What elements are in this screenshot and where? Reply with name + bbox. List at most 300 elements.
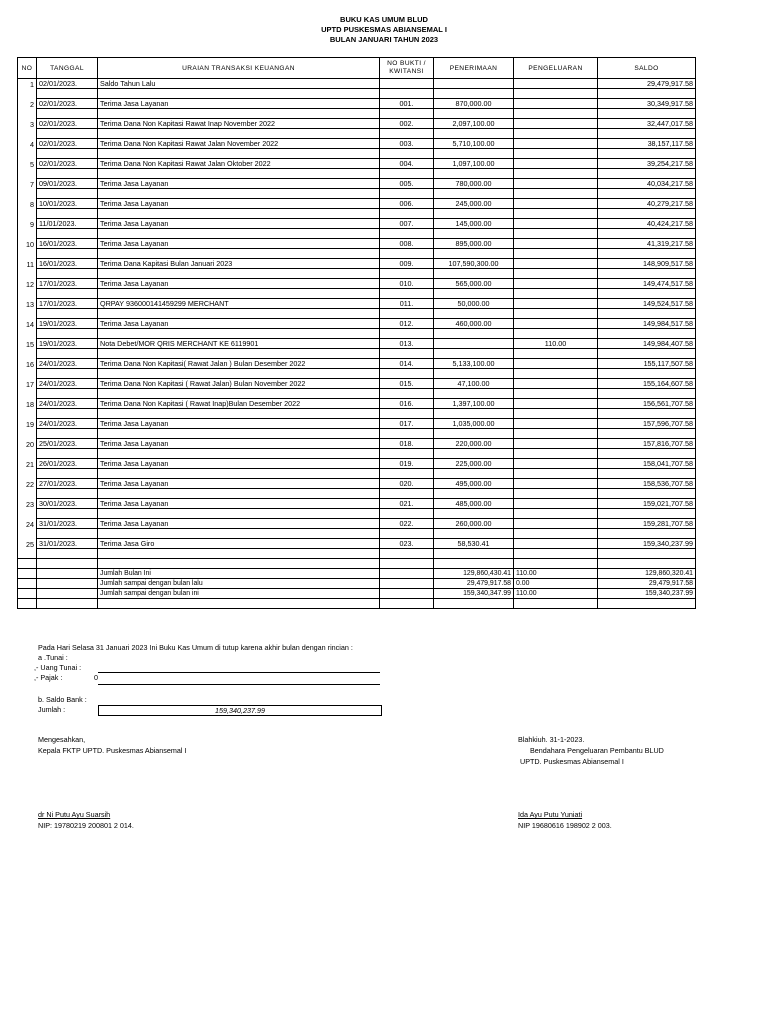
col-header-bukti bbox=[380, 58, 434, 79]
summary-empty-cell bbox=[18, 589, 37, 599]
jumlah-value: 159,340,237.99 bbox=[215, 706, 265, 715]
cell-saldo: 159,340,237.99 bbox=[598, 539, 696, 549]
summary-blank-row bbox=[18, 559, 696, 569]
spacer-cell bbox=[434, 209, 514, 219]
cell-penerimaan: 5,710,100.00 bbox=[434, 139, 514, 149]
spacer-cell bbox=[37, 229, 98, 239]
summary-blank-cell bbox=[18, 559, 37, 569]
cell-uraian: QRPAY 936000141459299 MERCHANT bbox=[98, 299, 380, 309]
cell-saldo: 148,909,517.58 bbox=[598, 259, 696, 269]
cell-uraian: Saldo Tahun Lalu bbox=[98, 79, 380, 89]
cell-uraian: Terima Dana Non Kapitasi Rawat Inap November 2022 bbox=[98, 119, 380, 129]
spacer-cell bbox=[37, 129, 98, 139]
cell-pengeluaran bbox=[514, 439, 598, 449]
summary-pengeluaran: 0.00 bbox=[514, 579, 598, 589]
cell-bukti: 018. bbox=[380, 439, 434, 449]
spacer-cell bbox=[98, 229, 380, 239]
cell-saldo: 149,474,517.58 bbox=[598, 279, 696, 289]
cell-penerimaan: 565,000.00 bbox=[434, 279, 514, 289]
table-row bbox=[18, 439, 696, 449]
spacer-cell bbox=[380, 269, 434, 279]
spacer-cell bbox=[380, 409, 434, 419]
cell-tanggal: 24/01/2023. bbox=[37, 379, 98, 389]
spacer-cell bbox=[514, 529, 598, 539]
spacer-cell bbox=[380, 309, 434, 319]
cell-uraian: Nota Debet/MOR QRIS MERCHANT KE 6119901 bbox=[98, 339, 380, 349]
cell-uraian: Terima Jasa Giro bbox=[98, 539, 380, 549]
cell-bukti: 001. bbox=[380, 99, 434, 109]
summary-label: Jumlah Bulan Ini bbox=[98, 569, 380, 579]
cell-pengeluaran bbox=[514, 459, 598, 469]
pajak-value: 0 bbox=[94, 673, 98, 682]
spacer-cell bbox=[434, 189, 514, 199]
cell-tanggal: 17/01/2023. bbox=[37, 279, 98, 289]
summary-body bbox=[18, 559, 696, 609]
table-row-spacer bbox=[18, 89, 696, 99]
spacer-cell bbox=[598, 189, 696, 199]
cell-penerimaan: 220,000.00 bbox=[434, 439, 514, 449]
cell-pengeluaran bbox=[514, 219, 598, 229]
cell-saldo: 39,254,217.58 bbox=[598, 159, 696, 169]
cell-no: 23 bbox=[18, 499, 37, 509]
cell-no: 4 bbox=[18, 139, 37, 149]
table-row bbox=[18, 399, 696, 409]
spacer-cell bbox=[514, 309, 598, 319]
summary-blank-cell bbox=[434, 599, 514, 609]
table-row bbox=[18, 79, 696, 89]
spacer-cell bbox=[18, 309, 37, 319]
cell-pengeluaran bbox=[514, 379, 598, 389]
spacer-cell bbox=[514, 149, 598, 159]
summary-label: Jumlah sampai dengan bulan ini bbox=[98, 589, 380, 599]
spacer-cell bbox=[37, 169, 98, 179]
table-row-spacer bbox=[18, 269, 696, 279]
cell-no: 18 bbox=[18, 399, 37, 409]
spacer-cell bbox=[37, 189, 98, 199]
uang-tunai-underline bbox=[98, 672, 380, 673]
spacer-cell bbox=[434, 309, 514, 319]
spacer-cell bbox=[514, 449, 598, 459]
sign-right-name: Ida Ayu Putu Yuniati bbox=[518, 810, 583, 819]
cell-no: 20 bbox=[18, 439, 37, 449]
cell-bukti: 008. bbox=[380, 239, 434, 249]
table-row-spacer bbox=[18, 349, 696, 359]
spacer-cell bbox=[18, 529, 37, 539]
spacer-cell bbox=[598, 469, 696, 479]
spacer-cell bbox=[598, 449, 696, 459]
spacer-cell bbox=[598, 109, 696, 119]
spacer-cell bbox=[98, 489, 380, 499]
cell-uraian: Terima Jasa Layanan bbox=[98, 479, 380, 489]
cell-bukti: 005. bbox=[380, 179, 434, 189]
cell-tanggal: 16/01/2023. bbox=[37, 259, 98, 269]
cell-bukti: 013. bbox=[380, 339, 434, 349]
spacer-cell bbox=[514, 409, 598, 419]
cell-saldo: 155,164,607.58 bbox=[598, 379, 696, 389]
cell-uraian: Terima Jasa Layanan bbox=[98, 279, 380, 289]
cell-tanggal: 26/01/2023. bbox=[37, 459, 98, 469]
cell-penerimaan: 495,000.00 bbox=[434, 479, 514, 489]
cell-pengeluaran bbox=[514, 519, 598, 529]
cell-uraian: Terima Jasa Layanan bbox=[98, 199, 380, 209]
cell-bukti: 012. bbox=[380, 319, 434, 329]
table-row-spacer bbox=[18, 229, 696, 239]
spacer-cell bbox=[434, 369, 514, 379]
spacer-cell bbox=[514, 229, 598, 239]
cell-pengeluaran bbox=[514, 319, 598, 329]
spacer-cell bbox=[598, 529, 696, 539]
spacer-cell bbox=[434, 129, 514, 139]
spacer-cell bbox=[18, 229, 37, 239]
sign-left-title: Kepala FKTP UPTD. Puskesmas Abiansemal I bbox=[38, 746, 187, 755]
pajak-underline bbox=[98, 684, 380, 685]
spacer-cell bbox=[380, 489, 434, 499]
cell-pengeluaran bbox=[514, 359, 598, 369]
cell-uraian: Terima Jasa Layanan bbox=[98, 99, 380, 109]
spacer-cell bbox=[598, 289, 696, 299]
spacer-cell bbox=[380, 109, 434, 119]
document-title: BUKU KAS UMUM BLUD bbox=[340, 15, 428, 24]
cell-uraian: Terima Jasa Layanan bbox=[98, 459, 380, 469]
uang-tunai-label: ,- Uang Tunai : bbox=[34, 663, 82, 672]
document-subtitle-org: UPTD PUSKESMAS ABIANSEMAL I bbox=[321, 25, 447, 34]
spacer-cell bbox=[598, 149, 696, 159]
sign-left-approve: Mengesahkan, bbox=[38, 735, 86, 744]
cell-penerimaan: 107,590,300.00 bbox=[434, 259, 514, 269]
spacer-cell bbox=[98, 129, 380, 139]
spacer-cell bbox=[514, 549, 598, 559]
spacer-cell bbox=[514, 109, 598, 119]
cell-penerimaan: 50,000.00 bbox=[434, 299, 514, 309]
col-header-pengeluaran: PENGELUARAN bbox=[514, 58, 598, 79]
spacer-cell bbox=[37, 389, 98, 399]
cell-no: 1 bbox=[18, 79, 37, 89]
spacer-cell bbox=[98, 369, 380, 379]
cell-bukti: 011. bbox=[380, 299, 434, 309]
cell-no: 3 bbox=[18, 119, 37, 129]
cell-pengeluaran bbox=[514, 419, 598, 429]
spacer-cell bbox=[434, 489, 514, 499]
spacer-cell bbox=[434, 229, 514, 239]
cell-penerimaan: 225,000.00 bbox=[434, 459, 514, 469]
cell-no: 9 bbox=[18, 219, 37, 229]
spacer-cell bbox=[37, 549, 98, 559]
summary-blank-cell bbox=[37, 599, 98, 609]
spacer-cell bbox=[37, 509, 98, 519]
spacer-cell bbox=[18, 409, 37, 419]
spacer-cell bbox=[434, 429, 514, 439]
sign-right-nip: NIP 19680616 198902 2 003. bbox=[518, 821, 612, 830]
cell-no: 15 bbox=[18, 339, 37, 349]
spacer-cell bbox=[434, 269, 514, 279]
spacer-cell bbox=[18, 369, 37, 379]
table-row bbox=[18, 99, 696, 109]
spacer-cell bbox=[598, 409, 696, 419]
cell-uraian: Terima Dana Non Kapitasi ( Rawat Jalan) Bulan November 2022 bbox=[98, 379, 380, 389]
summary-blank-cell bbox=[514, 559, 598, 569]
cell-uraian: Terima Jasa Layanan bbox=[98, 499, 380, 509]
sign-right-org: UPTD. Puskesmas Abiansemal I bbox=[520, 757, 624, 766]
summary-empty-cell bbox=[37, 579, 98, 589]
saldo-bank-label: b. Saldo Bank : bbox=[38, 695, 87, 704]
spacer-cell bbox=[18, 189, 37, 199]
cell-saldo: 149,984,517.58 bbox=[598, 319, 696, 329]
col-header-bukti-line2: KWITANSI bbox=[389, 68, 424, 75]
spacer-cell bbox=[98, 109, 380, 119]
table-row-spacer bbox=[18, 329, 696, 339]
cell-penerimaan: 1,035,000.00 bbox=[434, 419, 514, 429]
cell-pengeluaran bbox=[514, 79, 598, 89]
cell-uraian: Terima Jasa Layanan bbox=[98, 419, 380, 429]
cash-ledger-table bbox=[17, 57, 696, 609]
spacer-cell bbox=[514, 509, 598, 519]
cell-saldo: 159,021,707.58 bbox=[598, 499, 696, 509]
spacer-cell bbox=[380, 329, 434, 339]
cell-saldo: 158,041,707.58 bbox=[598, 459, 696, 469]
cell-pengeluaran bbox=[514, 479, 598, 489]
cell-tanggal: 02/01/2023. bbox=[37, 99, 98, 109]
cell-no: 17 bbox=[18, 379, 37, 389]
cell-uraian: Terima Dana Non Kapitasi ( Rawat Inap)Bulan Desember 2022 bbox=[98, 399, 380, 409]
tunai-label: a .Tunai : bbox=[38, 653, 68, 662]
spacer-cell bbox=[98, 249, 380, 259]
cell-penerimaan: 47,100.00 bbox=[434, 379, 514, 389]
spacer-cell bbox=[380, 229, 434, 239]
spacer-cell bbox=[434, 89, 514, 99]
spacer-cell bbox=[18, 449, 37, 459]
summary-saldo: 29,479,917.58 bbox=[598, 579, 696, 589]
cell-saldo: 149,984,407.58 bbox=[598, 339, 696, 349]
spacer-cell bbox=[434, 449, 514, 459]
cell-saldo: 155,117,507.58 bbox=[598, 359, 696, 369]
spacer-cell bbox=[434, 469, 514, 479]
spacer-cell bbox=[98, 509, 380, 519]
cell-pengeluaran bbox=[514, 299, 598, 309]
summary-blank-cell bbox=[18, 599, 37, 609]
spacer-cell bbox=[380, 209, 434, 219]
document-subtitle-period: BULAN JANUARI TAHUN 2023 bbox=[329, 35, 439, 44]
cell-saldo: 157,596,707.58 bbox=[598, 419, 696, 429]
cell-no: 5 bbox=[18, 159, 37, 169]
spacer-cell bbox=[380, 289, 434, 299]
summary-pengeluaran: 110.00 bbox=[514, 569, 598, 579]
cell-tanggal: 24/01/2023. bbox=[37, 359, 98, 369]
summary-blank-cell bbox=[380, 559, 434, 569]
spacer-cell bbox=[380, 389, 434, 399]
summary-blank-row bbox=[18, 599, 696, 609]
cell-pengeluaran bbox=[514, 259, 598, 269]
cell-pengeluaran bbox=[514, 539, 598, 549]
cell-tanggal: 11/01/2023. bbox=[37, 219, 98, 229]
cell-no: 12 bbox=[18, 279, 37, 289]
spacer-cell bbox=[598, 169, 696, 179]
cell-penerimaan: 5,133,100.00 bbox=[434, 359, 514, 369]
spacer-cell bbox=[598, 329, 696, 339]
cell-bukti: 020. bbox=[380, 479, 434, 489]
table-row bbox=[18, 299, 696, 309]
spacer-cell bbox=[514, 249, 598, 259]
spacer-cell bbox=[434, 409, 514, 419]
cell-penerimaan bbox=[434, 339, 514, 349]
cell-saldo: 158,536,707.58 bbox=[598, 479, 696, 489]
table-row bbox=[18, 539, 696, 549]
cell-tanggal: 24/01/2023. bbox=[37, 419, 98, 429]
cell-penerimaan: 1,397,100.00 bbox=[434, 399, 514, 409]
spacer-cell bbox=[434, 329, 514, 339]
cell-no: 14 bbox=[18, 319, 37, 329]
spacer-cell bbox=[514, 89, 598, 99]
spacer-cell bbox=[98, 429, 380, 439]
col-header-uraian: URAIAN TRANSAKSI KEUANGAN bbox=[98, 58, 380, 79]
spacer-cell bbox=[380, 249, 434, 259]
cell-no: 21 bbox=[18, 459, 37, 469]
cell-penerimaan: 1,097,100.00 bbox=[434, 159, 514, 169]
spacer-cell bbox=[514, 469, 598, 479]
table-row bbox=[18, 459, 696, 469]
cell-bukti: 009. bbox=[380, 259, 434, 269]
spacer-cell bbox=[98, 389, 380, 399]
spacer-cell bbox=[514, 429, 598, 439]
spacer-cell bbox=[98, 89, 380, 99]
spacer-cell bbox=[18, 289, 37, 299]
spacer-cell bbox=[598, 309, 696, 319]
table-row-spacer bbox=[18, 389, 696, 399]
spacer-cell bbox=[98, 269, 380, 279]
cell-bukti: 019. bbox=[380, 459, 434, 469]
cell-pengeluaran bbox=[514, 239, 598, 249]
cell-tanggal: 17/01/2023. bbox=[37, 299, 98, 309]
spacer-cell bbox=[37, 529, 98, 539]
summary-blank-cell bbox=[434, 559, 514, 569]
table-row-spacer bbox=[18, 509, 696, 519]
spacer-cell bbox=[37, 489, 98, 499]
spacer-cell bbox=[37, 329, 98, 339]
spacer-cell bbox=[18, 489, 37, 499]
spacer-cell bbox=[37, 449, 98, 459]
spacer-cell bbox=[18, 389, 37, 399]
summary-blank-cell bbox=[598, 559, 696, 569]
cell-penerimaan: 895,000.00 bbox=[434, 239, 514, 249]
table-row-spacer bbox=[18, 209, 696, 219]
table-row bbox=[18, 479, 696, 489]
summary-empty-cell bbox=[18, 579, 37, 589]
table-row-spacer bbox=[18, 369, 696, 379]
spacer-cell bbox=[37, 309, 98, 319]
table-row bbox=[18, 179, 696, 189]
spacer-cell bbox=[514, 349, 598, 359]
spacer-cell bbox=[514, 369, 598, 379]
sign-right-place-date: Blahkiuh. 31-1-2023. bbox=[518, 735, 585, 744]
spacer-cell bbox=[18, 329, 37, 339]
cell-bukti: 002. bbox=[380, 119, 434, 129]
cell-bukti: 007. bbox=[380, 219, 434, 229]
summary-empty-cell bbox=[380, 589, 434, 599]
cell-no: 24 bbox=[18, 519, 37, 529]
cell-bukti: 004. bbox=[380, 159, 434, 169]
spacer-cell bbox=[434, 509, 514, 519]
spacer-cell bbox=[598, 489, 696, 499]
spacer-cell bbox=[18, 109, 37, 119]
cell-bukti: 006. bbox=[380, 199, 434, 209]
table-row-spacer bbox=[18, 429, 696, 439]
table-row bbox=[18, 219, 696, 229]
table-row-spacer bbox=[18, 449, 696, 459]
cell-bukti: 016. bbox=[380, 399, 434, 409]
summary-empty-cell bbox=[380, 579, 434, 589]
spacer-cell bbox=[598, 509, 696, 519]
spacer-cell bbox=[598, 369, 696, 379]
table-row bbox=[18, 499, 696, 509]
table-row bbox=[18, 159, 696, 169]
spacer-cell bbox=[514, 209, 598, 219]
cell-tanggal: 27/01/2023. bbox=[37, 479, 98, 489]
cell-pengeluaran bbox=[514, 199, 598, 209]
table-row-spacer bbox=[18, 249, 696, 259]
spacer-cell bbox=[514, 329, 598, 339]
summary-blank-cell bbox=[98, 599, 380, 609]
cell-bukti: 022. bbox=[380, 519, 434, 529]
cell-bukti: 015. bbox=[380, 379, 434, 389]
cell-uraian: Terima Jasa Layanan bbox=[98, 439, 380, 449]
spacer-cell bbox=[98, 189, 380, 199]
cell-penerimaan bbox=[434, 79, 514, 89]
cell-bukti: 014. bbox=[380, 359, 434, 369]
spacer-cell bbox=[98, 469, 380, 479]
pajak-label: ,- Pajak : bbox=[34, 673, 63, 682]
cell-tanggal: 02/01/2023. bbox=[37, 139, 98, 149]
cell-tanggal: 02/01/2023. bbox=[37, 119, 98, 129]
spacer-cell bbox=[380, 529, 434, 539]
spacer-cell bbox=[434, 549, 514, 559]
cell-penerimaan: 485,000.00 bbox=[434, 499, 514, 509]
cell-tanggal: 02/01/2023. bbox=[37, 159, 98, 169]
spacer-cell bbox=[380, 149, 434, 159]
cell-uraian: Terima Dana Non Kapitasi Rawat Jalan Oktober 2022 bbox=[98, 159, 380, 169]
spacer-cell bbox=[380, 349, 434, 359]
cell-saldo: 40,424,217.58 bbox=[598, 219, 696, 229]
spacer-cell bbox=[18, 149, 37, 159]
table-row-spacer bbox=[18, 129, 696, 139]
spacer-cell bbox=[434, 249, 514, 259]
spacer-cell bbox=[18, 129, 37, 139]
cell-pengeluaran: 110.00 bbox=[514, 339, 598, 349]
spacer-cell bbox=[514, 129, 598, 139]
summary-blank-cell bbox=[37, 559, 98, 569]
cell-penerimaan: 245,000.00 bbox=[434, 199, 514, 209]
spacer-cell bbox=[98, 309, 380, 319]
cell-bukti: 017. bbox=[380, 419, 434, 429]
spacer-cell bbox=[434, 389, 514, 399]
spacer-cell bbox=[18, 269, 37, 279]
cell-saldo: 149,524,517.58 bbox=[598, 299, 696, 309]
cell-pengeluaran bbox=[514, 499, 598, 509]
cell-tanggal: 19/01/2023. bbox=[37, 319, 98, 329]
table-row bbox=[18, 259, 696, 269]
spacer-cell bbox=[598, 389, 696, 399]
spacer-cell bbox=[380, 89, 434, 99]
spacer-cell bbox=[434, 289, 514, 299]
spacer-cell bbox=[434, 529, 514, 539]
cell-tanggal: 02/01/2023. bbox=[37, 79, 98, 89]
cell-tanggal: 31/01/2023. bbox=[37, 539, 98, 549]
spacer-cell bbox=[18, 429, 37, 439]
spacer-cell bbox=[514, 169, 598, 179]
cell-uraian: Terima Dana Kapitasi Bulan Januari 2023 bbox=[98, 259, 380, 269]
col-header-penerimaan: PENERIMAAN bbox=[434, 58, 514, 79]
summary-label: Jumlah sampai dengan bulan lalu bbox=[98, 579, 380, 589]
spacer-cell bbox=[98, 409, 380, 419]
spacer-cell bbox=[380, 449, 434, 459]
